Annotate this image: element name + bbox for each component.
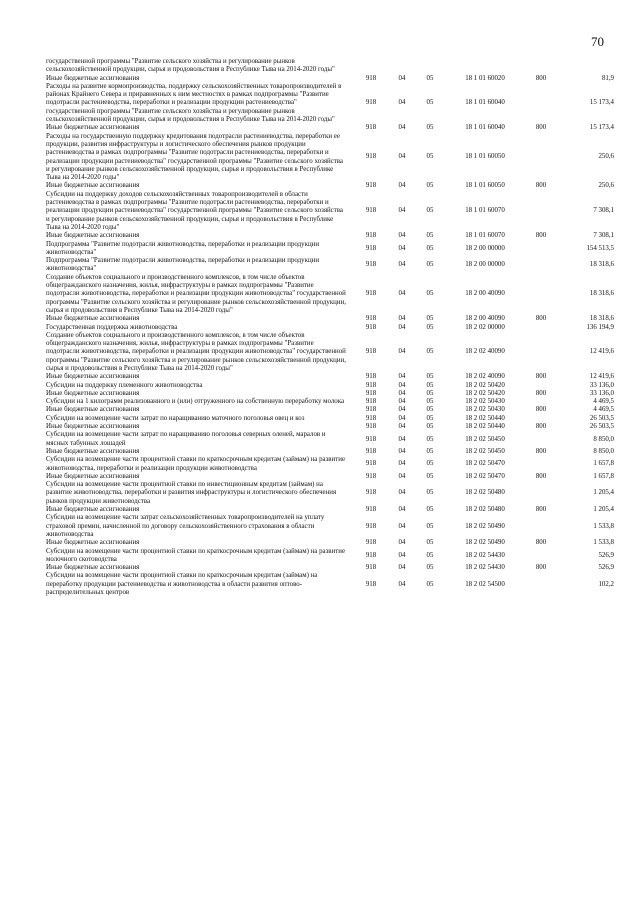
amount: 154 513,5 xyxy=(586,244,614,252)
subsection-code: 05 xyxy=(426,315,434,323)
section-code: 04 xyxy=(398,447,406,455)
expense-type-code: 800 xyxy=(535,539,547,547)
amount: 1 657,8 xyxy=(593,472,614,480)
section-code: 04 xyxy=(398,182,406,190)
target-article-code: 18 2 02 50440 xyxy=(465,414,505,422)
target-article-code: 18 2 02 54500 xyxy=(465,580,505,588)
subsection-code: 05 xyxy=(426,564,434,572)
target-article-code: 18 1 01 60070 xyxy=(465,232,505,240)
item-name: государственной программы "Развитие сельского хозяйства и регулирование рынков сельскохозяйственной продукции, сырья и продовольствия в Республике Тыва на 2014-2020 годы" xyxy=(46,58,335,74)
table-row xyxy=(46,182,614,190)
subsection-code: 05 xyxy=(426,74,434,82)
table-row xyxy=(46,373,614,381)
table-row xyxy=(46,514,614,539)
target-article-code: 18 2 02 00000 xyxy=(465,323,505,331)
table-row xyxy=(46,124,614,132)
table-row xyxy=(46,406,614,414)
table-row xyxy=(46,506,614,514)
subsection-code: 05 xyxy=(426,232,434,240)
expense-type-code: 800 xyxy=(535,373,547,381)
amount: 7 308,1 xyxy=(593,207,614,215)
section-code: 04 xyxy=(398,506,406,514)
subsection-code: 05 xyxy=(426,472,434,480)
subsection-code: 05 xyxy=(426,414,434,422)
admin-code: 918 xyxy=(365,244,377,252)
amount: 81,9 xyxy=(601,74,614,82)
subsection-code: 05 xyxy=(426,423,434,431)
admin-code: 918 xyxy=(365,506,377,514)
table-row xyxy=(46,564,614,572)
subsection-code: 05 xyxy=(426,389,434,397)
admin-code: 918 xyxy=(365,522,377,530)
section-code: 04 xyxy=(398,522,406,530)
amount: 18 318,6 xyxy=(589,315,614,323)
target-article-code: 18 2 02 50490 xyxy=(465,539,505,547)
table-row xyxy=(46,382,614,390)
table-row xyxy=(46,75,614,83)
target-article-code: 18 2 02 50480 xyxy=(465,506,505,514)
section-code: 04 xyxy=(398,435,406,443)
table-row xyxy=(46,398,614,406)
expense-type-code xyxy=(526,382,556,390)
item-name: Субсидии на возмещение части процентной ставки по краткосрочным кредитам (займам) на развитие молочного скотоводства xyxy=(46,547,345,563)
expense-type-code: 800 xyxy=(535,447,547,455)
section-code: 04 xyxy=(398,323,406,331)
item-name: Субсидии на возмещение части затрат сельскохозяйственных товаропроизводителей на уплату страховой премии, начисленной по договору сельскохозяйственного страхования в области животноводства xyxy=(46,514,325,538)
target-article-code: 18 1 01 60050 xyxy=(465,182,505,190)
section-code: 04 xyxy=(398,423,406,431)
target-article-code: 18 2 02 50430 xyxy=(465,406,505,414)
item-name: Иные бюджетные ассигнования xyxy=(46,564,140,572)
target-article-code: 18 1 01 60040 xyxy=(465,124,505,132)
section-code: 04 xyxy=(398,315,406,323)
section-code: 04 xyxy=(398,74,406,82)
expense-type-code xyxy=(526,514,556,539)
target-article-code: 18 2 00 00000 xyxy=(465,244,505,252)
subsection-code xyxy=(416,58,444,75)
section-code: 04 xyxy=(398,381,406,389)
target-article-code: 18 2 02 54430 xyxy=(465,564,505,572)
admin-code: 918 xyxy=(365,406,377,414)
subsection-code: 05 xyxy=(426,207,434,215)
admin-code: 918 xyxy=(365,414,377,422)
target-article-code: 18 1 01 60040 xyxy=(465,99,505,107)
admin-code: 918 xyxy=(365,323,377,331)
item-name: Субсидии на возмещение части процентной ставки по инвестиционным кредитам (займам) на развитие животноводства, переработки и развития инфраструктуры и логистического обеспечения рынков продукции животноводства xyxy=(46,481,337,505)
target-article-code: 18 2 02 40090 xyxy=(465,348,505,356)
amount: 1 205,4 xyxy=(593,489,614,497)
target-article-code xyxy=(444,58,526,75)
subsection-code: 05 xyxy=(426,435,434,443)
item-name: Иные бюджетные ассигнования xyxy=(46,472,140,480)
expense-type-code: 800 xyxy=(535,315,547,323)
table-row xyxy=(46,548,614,565)
table-row xyxy=(46,456,614,473)
section-code xyxy=(388,58,416,75)
expense-type-code xyxy=(526,572,556,597)
amount: 26 503,5 xyxy=(589,423,614,431)
admin-code: 918 xyxy=(365,389,377,397)
expense-type-code xyxy=(526,415,556,423)
amount: 15 173,4 xyxy=(589,124,614,132)
expense-type-code: 800 xyxy=(535,406,547,414)
admin-code: 918 xyxy=(365,74,377,82)
section-code: 04 xyxy=(398,207,406,215)
item-name: Государственная поддержка животноводства xyxy=(46,323,178,331)
admin-code: 918 xyxy=(365,460,377,468)
admin-code xyxy=(354,58,388,75)
expense-type-code: 800 xyxy=(535,423,547,431)
admin-code: 918 xyxy=(365,232,377,240)
table-row xyxy=(46,572,614,597)
subsection-code: 05 xyxy=(426,261,434,269)
amount xyxy=(556,58,614,75)
expense-type-code: 800 xyxy=(535,74,547,82)
section-code: 04 xyxy=(398,99,406,107)
section-code: 04 xyxy=(398,539,406,547)
target-article-code: 18 2 00 40090 xyxy=(465,290,505,298)
item-name: Расходы на развитие кормопроизводства, поддержку сельскохозяйственных товаропроизводителей в районах Крайнего Севера и приравненных к ним местностях в рамках подпрограммы "Развитие подотрасли растениеводства, переработки и реализации продукции растениеводства" государственной программы "Развитие сельского хозяйства и регулирование рынков сельскохозяйственной продукции, сырья и продовольствия в Республике Тыва на 2014-2020 годы" xyxy=(46,82,342,124)
item-name: Иные бюджетные ассигнования xyxy=(46,232,140,240)
expense-type-code xyxy=(526,481,556,506)
expense-type-code: 800 xyxy=(535,472,547,480)
target-article-code: 18 2 02 50480 xyxy=(465,489,505,497)
subsection-code: 05 xyxy=(426,506,434,514)
section-code: 04 xyxy=(398,290,406,298)
section-code: 04 xyxy=(398,460,406,468)
expense-type-code: 800 xyxy=(535,124,547,132)
admin-code: 918 xyxy=(365,381,377,389)
item-name: Иные бюджетные ассигнования xyxy=(46,315,140,323)
item-name: Иные бюджетные ассигнования xyxy=(46,423,140,431)
table-row xyxy=(46,257,614,274)
admin-code: 918 xyxy=(365,447,377,455)
section-code: 04 xyxy=(398,564,406,572)
admin-code: 918 xyxy=(365,182,377,190)
section-code: 04 xyxy=(398,244,406,252)
table-row xyxy=(46,332,614,373)
table-row xyxy=(46,83,614,124)
target-article-code: 18 1 01 60070 xyxy=(465,207,505,215)
table-row xyxy=(46,241,614,258)
target-article-code: 18 2 02 50440 xyxy=(465,423,505,431)
subsection-code: 05 xyxy=(426,447,434,455)
table-row xyxy=(46,415,614,423)
amount: 33 136,0 xyxy=(589,389,614,397)
subsection-code: 05 xyxy=(426,124,434,132)
amount: 26 503,5 xyxy=(589,414,614,422)
admin-code: 918 xyxy=(365,580,377,588)
admin-code: 918 xyxy=(365,153,377,161)
expense-type-code: 800 xyxy=(535,564,547,572)
subsection-code: 05 xyxy=(426,290,434,298)
amount: 8 850,0 xyxy=(593,435,614,443)
expense-type-code: 800 xyxy=(535,506,547,514)
item-name: Субсидии на поддержку доходов сельскохозяйственных товаропроизводителей в области растениеводства в рамках подпрограммы "Развитие подотрасли растениеводства, переработки и реализации продукции растениеводства" государственной программы "Развитие сельского хозяйства и регулирование рынков сельскохозяйственной продукции, сырья и продовольствия в Республике Тыва на 2014-2020 годы" xyxy=(46,190,343,231)
page-number: 70 xyxy=(591,34,604,49)
subsection-code: 05 xyxy=(426,580,434,588)
target-article-code: 18 1 01 60020 xyxy=(465,74,505,82)
subsection-code: 05 xyxy=(426,323,434,331)
expense-type-code xyxy=(526,191,556,232)
subsection-code: 05 xyxy=(426,182,434,190)
amount: 33 136,0 xyxy=(589,381,614,389)
expense-type-code xyxy=(526,398,556,406)
target-article-code: 18 2 00 40090 xyxy=(465,315,505,323)
subsection-code: 05 xyxy=(426,373,434,381)
table-row xyxy=(46,431,614,448)
section-code: 04 xyxy=(398,261,406,269)
expense-type-code xyxy=(526,241,556,258)
table-row xyxy=(46,324,614,332)
amount: 250,6 xyxy=(598,153,614,161)
amount: 18 318,6 xyxy=(589,290,614,298)
section-code: 04 xyxy=(398,551,406,559)
target-article-code: 18 2 02 50450 xyxy=(465,435,505,443)
target-article-code: 18 2 02 50430 xyxy=(465,398,505,406)
expense-type-code xyxy=(526,548,556,565)
amount: 1 533,8 xyxy=(593,522,614,530)
expense-type-code xyxy=(526,324,556,332)
table-row xyxy=(46,315,614,323)
amount: 136 194,9 xyxy=(586,323,614,331)
item-name: Субсидии на поддержку племенного животноводства xyxy=(46,381,203,389)
table-row xyxy=(46,274,614,315)
table-row xyxy=(46,448,614,456)
item-name: Субсидии на возмещение части процентной ставки по краткосрочным кредитам (займам) на развитие животноводства, переработки и реализации продукции животноводства xyxy=(46,456,345,472)
expense-type-code xyxy=(526,456,556,473)
amount: 12 419,6 xyxy=(589,348,614,356)
expense-type-code: 800 xyxy=(535,389,547,397)
amount: 12 419,6 xyxy=(589,373,614,381)
amount: 1 205,4 xyxy=(593,506,614,514)
item-name: Расходы на государственную поддержку кредитования подотрасли растениеводства, переработки ее продукции, развития инфраструктуры и логистического обеспечения рынков продукции растениеводства в рамках подпрограммы "Развитие подотрасли растениеводства, переработки и реализации продукции растениеводства" государственной программы "Развитие сельского хозяйства и регулирование рынков сельскохозяйственной продукции, сырья и продовольствия в Республике Тыва на 2014-2020 годы" xyxy=(46,132,343,182)
admin-code: 918 xyxy=(365,398,377,406)
target-article-code: 18 2 02 50490 xyxy=(465,522,505,530)
subsection-code: 05 xyxy=(426,99,434,107)
section-code: 04 xyxy=(398,414,406,422)
section-code: 04 xyxy=(398,389,406,397)
item-name: Иные бюджетные ассигнования xyxy=(46,124,140,132)
table-row xyxy=(46,539,614,547)
item-name: Иные бюджетные ассигнования xyxy=(46,447,140,455)
expense-type-code xyxy=(526,83,556,124)
admin-code: 918 xyxy=(365,290,377,298)
expense-type-code xyxy=(526,257,556,274)
target-article-code: 18 2 00 00000 xyxy=(465,261,505,269)
expense-type-code xyxy=(526,133,556,183)
item-name: Иные бюджетные ассигнования xyxy=(46,389,140,397)
amount: 250,6 xyxy=(598,182,614,190)
amount: 7 308,1 xyxy=(593,232,614,240)
target-article-code: 18 2 02 50470 xyxy=(465,460,505,468)
item-name: Субсидии на возмещение части процентной ставки по краткосрочным кредитам (займам) на переработку продукции растениеводства и животноводства в области развития оптово-распределительных центров xyxy=(46,572,318,596)
admin-code: 918 xyxy=(365,551,377,559)
subsection-code: 05 xyxy=(426,406,434,414)
item-name: Подпрограмма "Развитие подотрасли животноводства, переработки и реализации продукции животноводства" xyxy=(46,257,320,273)
item-name: Иные бюджетные ассигнования xyxy=(46,406,140,414)
section-code: 04 xyxy=(398,373,406,381)
section-code: 04 xyxy=(398,472,406,480)
section-code: 04 xyxy=(398,489,406,497)
amount: 1 533,8 xyxy=(593,539,614,547)
item-name: Субсидии на возмещение части затрат по наращиванию маточного поголовья овец и коз xyxy=(46,414,305,422)
admin-code: 918 xyxy=(365,435,377,443)
subsection-code: 05 xyxy=(426,522,434,530)
table-row xyxy=(46,481,614,506)
target-article-code: 18 2 02 40090 xyxy=(465,373,505,381)
target-article-code: 18 1 01 60050 xyxy=(465,153,505,161)
section-code: 04 xyxy=(398,153,406,161)
target-article-code: 18 2 02 50420 xyxy=(465,389,505,397)
table-row xyxy=(46,58,614,75)
expense-type-code xyxy=(526,58,556,75)
amount: 18 318,6 xyxy=(589,261,614,269)
amount: 4 469,5 xyxy=(593,406,614,414)
section-code: 04 xyxy=(398,580,406,588)
item-name: Иные бюджетные ассигнования xyxy=(46,74,140,82)
admin-code: 918 xyxy=(365,423,377,431)
admin-code: 918 xyxy=(365,315,377,323)
table-row xyxy=(46,133,614,183)
table-row xyxy=(46,390,614,398)
subsection-code: 05 xyxy=(426,539,434,547)
subsection-code: 05 xyxy=(426,381,434,389)
admin-code: 918 xyxy=(365,261,377,269)
item-name: Подпрограмма "Развитие подотрасли животноводства, переработки и реализации продукции животноводства" xyxy=(46,240,320,256)
amount: 1 657,8 xyxy=(593,460,614,468)
amount: 15 173,4 xyxy=(589,99,614,107)
admin-code: 918 xyxy=(365,564,377,572)
section-code: 04 xyxy=(398,398,406,406)
item-name: Иные бюджетные ассигнования xyxy=(46,182,140,190)
admin-code: 918 xyxy=(365,472,377,480)
admin-code: 918 xyxy=(365,489,377,497)
amount: 4 469,5 xyxy=(593,398,614,406)
target-article-code: 18 2 02 50470 xyxy=(465,472,505,480)
item-name: Иные бюджетные ассигнования xyxy=(46,539,140,547)
subsection-code: 05 xyxy=(426,398,434,406)
admin-code: 918 xyxy=(365,373,377,381)
section-code: 04 xyxy=(398,406,406,414)
item-name: Иные бюджетные ассигнования xyxy=(46,373,140,381)
expense-type-code xyxy=(526,431,556,448)
table-row xyxy=(46,423,614,431)
expense-type-code: 800 xyxy=(535,232,547,240)
budget-table xyxy=(46,58,614,597)
subsection-code: 05 xyxy=(426,551,434,559)
admin-code: 918 xyxy=(365,207,377,215)
item-name: Создание объектов социального и производственного комплексов, в том числе объектов общегражданского назначения, жилья, инфраструктуры в рамках подпрограммы "Развитие подотрасли животноводства, переработки и реализации продукции животноводства" государственной программы "Развитие сельского хозяйства и регулирование рынков сельскохозяйственной продукции, сырья и продовольствия в Республике Тыва на 2014-2020 годы" xyxy=(46,273,346,314)
target-article-code: 18 2 02 54430 xyxy=(465,551,505,559)
target-article-code: 18 2 02 50450 xyxy=(465,447,505,455)
item-name: Иные бюджетные ассигнования xyxy=(46,506,140,514)
expense-type-code: 800 xyxy=(535,182,547,190)
expense-type-code xyxy=(526,274,556,315)
admin-code: 918 xyxy=(365,348,377,356)
target-article-code: 18 2 02 50420 xyxy=(465,381,505,389)
expense-type-code xyxy=(526,332,556,373)
table-row xyxy=(46,473,614,481)
table-row xyxy=(46,232,614,240)
amount: 526,9 xyxy=(598,564,614,572)
subsection-code: 05 xyxy=(426,244,434,252)
item-name: Субсидии на 1 килограмм реализованного и (или) отгруженного на собственную переработку молока xyxy=(46,398,345,406)
section-code: 04 xyxy=(398,124,406,132)
table-row xyxy=(46,191,614,232)
amount: 526,9 xyxy=(598,551,614,559)
section-code: 04 xyxy=(398,348,406,356)
item-name: Создание объектов социального и производственного комплексов, в том числе объектов общегражданского назначения, жилья, инфраструктуры в рамках подпрограммы "Развитие подотрасли животноводства, переработки и реализации продукции животноводства" государственной программы "Развитие сельского хозяйства и регулирование рынков сельскохозяйственной продукции, сырья и продовольствия в Республике Тыва на 2014-2020 годы" xyxy=(46,331,346,372)
subsection-code: 05 xyxy=(426,489,434,497)
subsection-code: 05 xyxy=(426,348,434,356)
item-name: Субсидии на возмещение части затрат по наращиванию поголовья северных оленей, маралов и мясных табунных лошадей xyxy=(46,431,326,447)
amount: 102,2 xyxy=(598,580,614,588)
admin-code: 918 xyxy=(365,124,377,132)
admin-code: 918 xyxy=(365,99,377,107)
subsection-code: 05 xyxy=(426,153,434,161)
subsection-code: 05 xyxy=(426,460,434,468)
section-code: 04 xyxy=(398,232,406,240)
amount: 8 850,0 xyxy=(593,447,614,455)
admin-code: 918 xyxy=(365,539,377,547)
